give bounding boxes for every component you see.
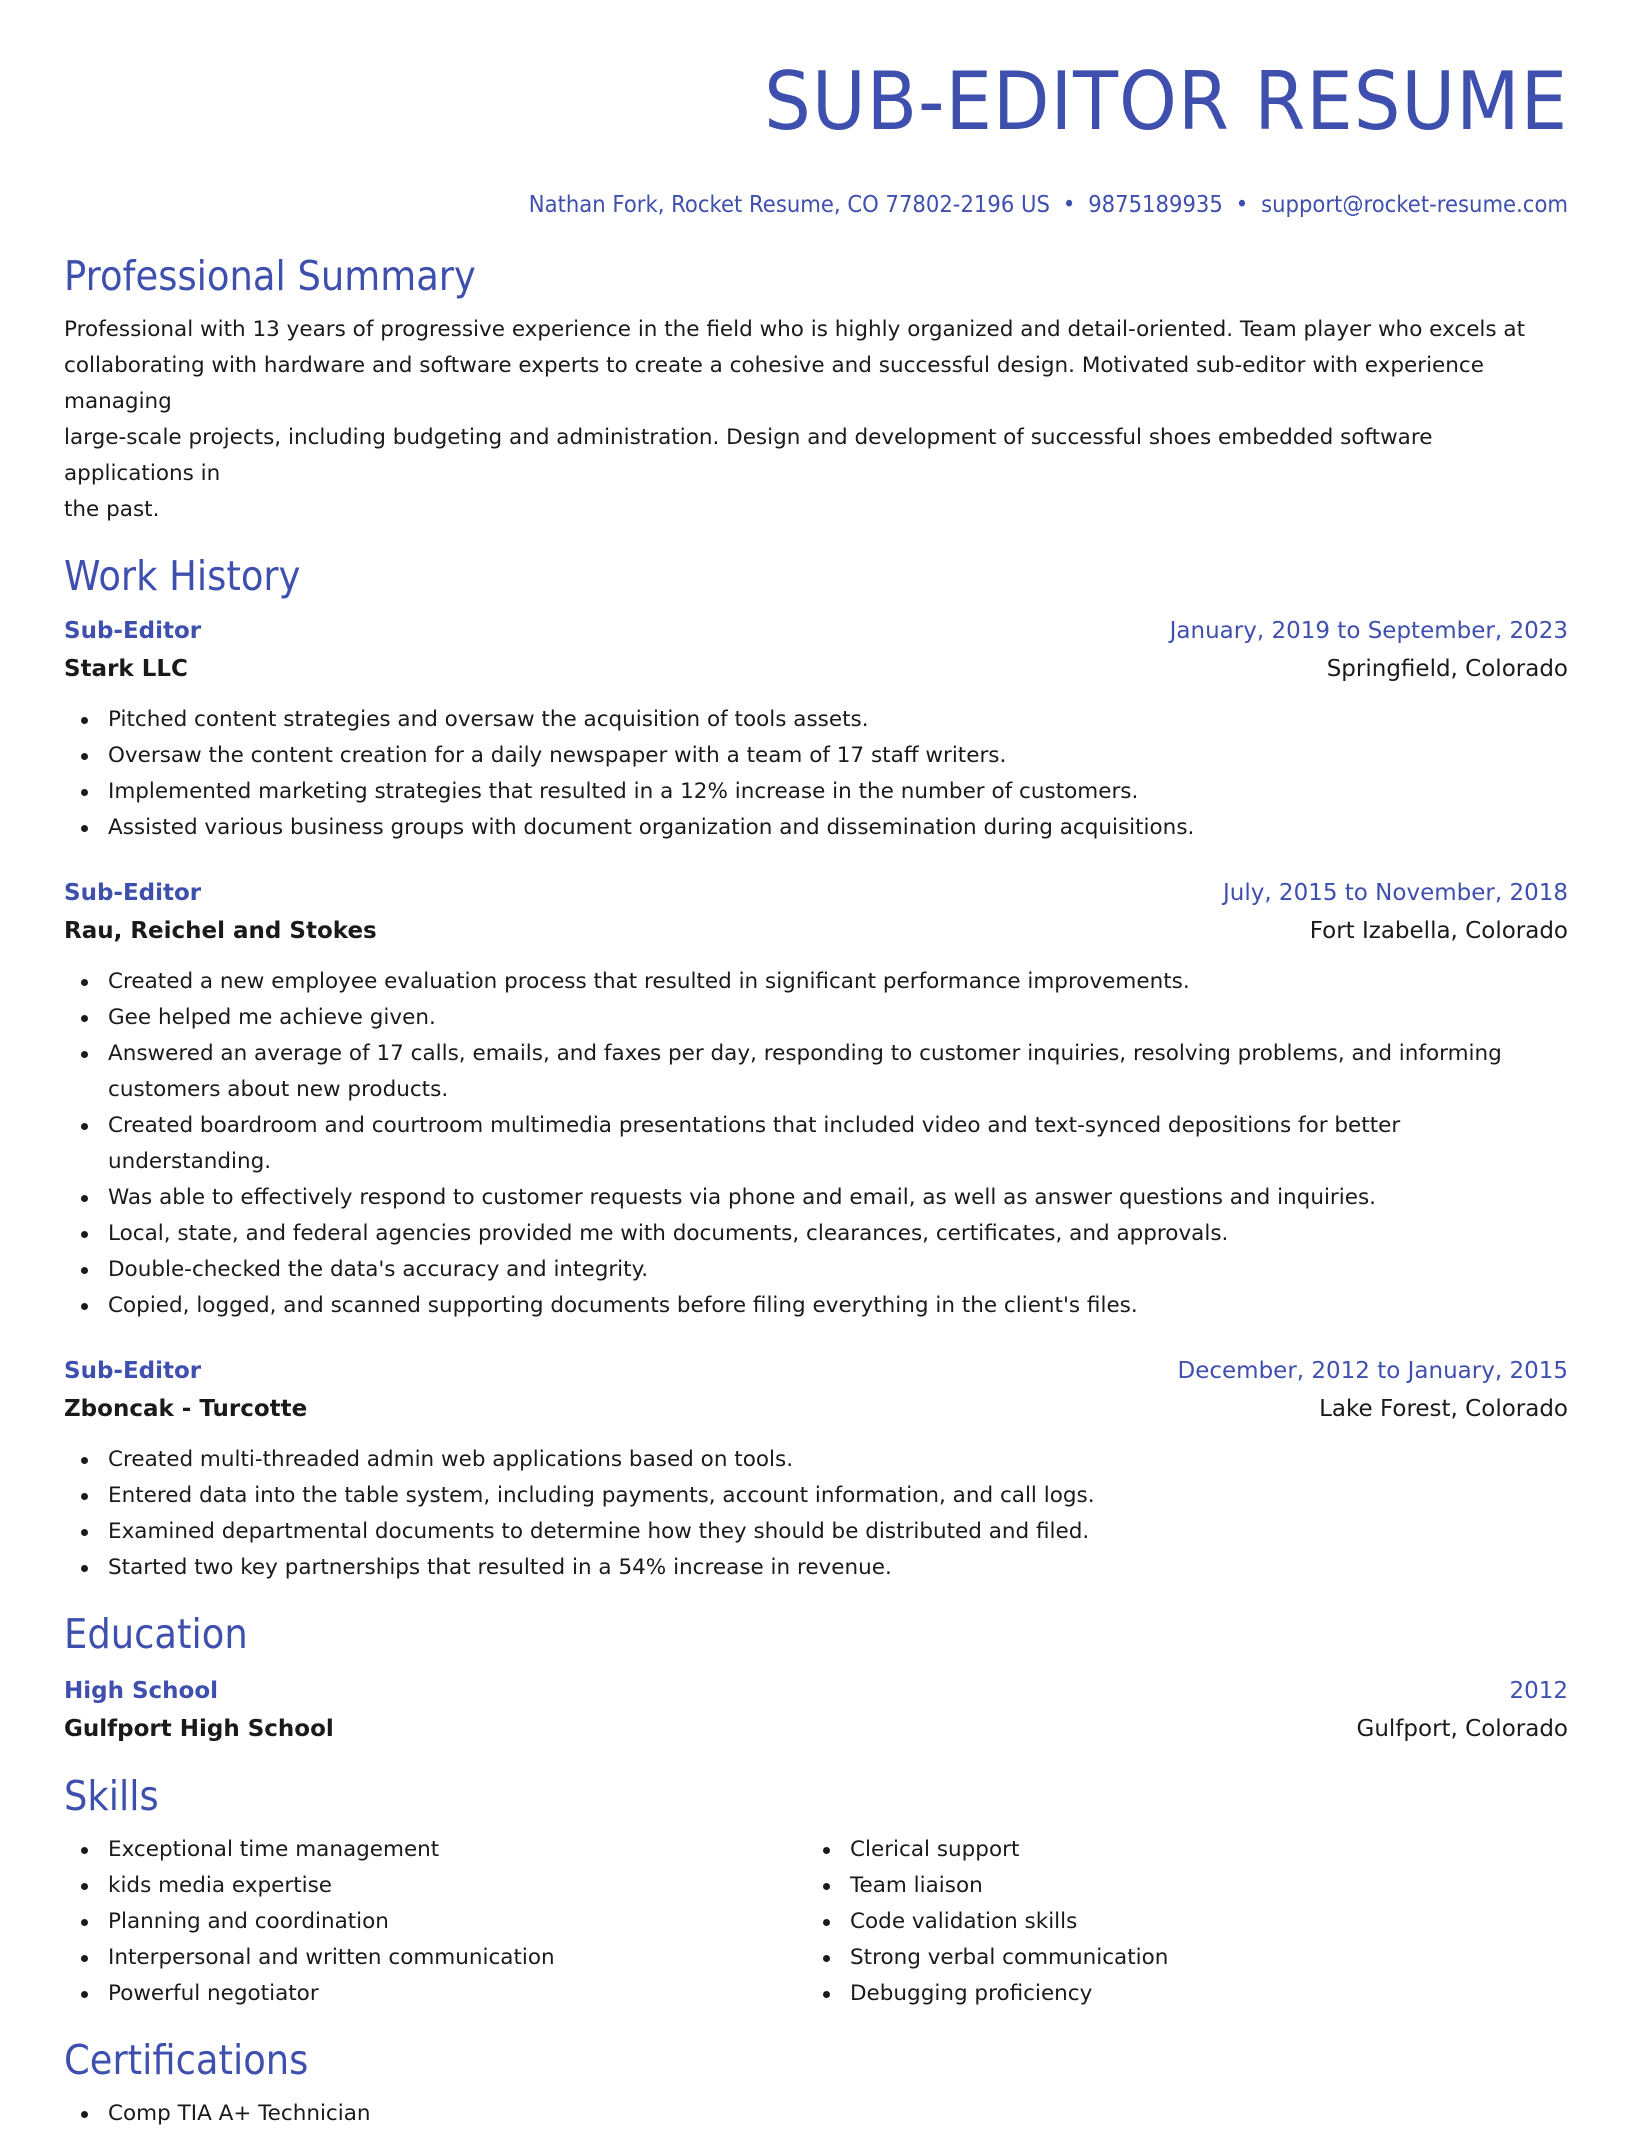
job-bullet: Entered data into the table system, including payments, account information, and call logs.: [108, 1478, 1568, 1514]
job-bullet: Implemented marketing strategies that resulted in a 12% increase in the number of customers.: [108, 774, 1568, 810]
job-bullet: Gee helped me achieve given.: [108, 1000, 1568, 1036]
job-title: Sub-Editor: [64, 880, 202, 906]
contact-line: [184, 190, 1568, 220]
job-company-row: [64, 912, 1568, 950]
skills-section: [64, 1770, 1568, 2012]
job-bullet: Was able to effectively respond to customer requests via phone and email, as well as answer questions and inquiries.: [108, 1180, 1568, 1216]
job-company: Zboncak - Turcotte: [64, 1396, 308, 1422]
job-bullet: Local, state, and federal agencies provided me with documents, clearances, certificates, and approvals.: [108, 1216, 1568, 1252]
job-bullet: Pitched content strategies and oversaw the acquisition of tools assets.: [108, 702, 1568, 738]
job-bullet: Double-checked the data's accuracy and integrity.: [108, 1252, 1568, 1288]
education-location: Gulfport, Colorado: [1356, 1716, 1568, 1742]
skills-list-right: [806, 1832, 1548, 2012]
job-location: Fort Izabella, Colorado: [1309, 918, 1568, 944]
job-title: Sub-Editor: [64, 1358, 202, 1384]
skill-item: Strong verbal communication: [850, 1940, 1548, 1976]
section-heading-summary: Professional Summary: [64, 252, 476, 300]
job-company-row: [64, 1390, 1568, 1428]
summary-line: collaborating with hardware and software experts to create a cohesive and successful design. Motivated sub-editor with experience managing: [64, 353, 1484, 414]
education-year: 2012: [1509, 1678, 1568, 1704]
job-location: Springfield, Colorado: [1326, 656, 1568, 682]
job-bullet: Answered an average of 17 calls, emails, and faxes per day, responding to customer inquiries, resolving problems, and informing customers about new products.: [108, 1036, 1568, 1108]
resume-title: SUB-EDITOR RESUME: [764, 55, 1568, 148]
skills-column-left: [64, 1832, 806, 2012]
contact-separator: •: [1235, 192, 1249, 218]
section-heading-certifications: Certifications: [64, 2036, 309, 2084]
skill-item: Interpersonal and written communication: [108, 1940, 806, 1976]
skills-columns: [64, 1832, 1568, 2012]
summary-line: Professional with 13 years of progressive experience in the field who is highly organized and detail-oriented. Team player who excels at: [64, 317, 1526, 342]
education-entry: [64, 1672, 1568, 1748]
certification-item: Comp TIA A+ Technician: [108, 2096, 1568, 2132]
job-dates: January, 2019 to September, 2023: [1169, 618, 1568, 644]
education-degree: High School: [64, 1678, 219, 1704]
contact-email: support@rocket-resume.com: [1261, 192, 1568, 218]
summary-section: [64, 250, 1568, 528]
skill-item: Planning and coordination: [108, 1904, 806, 1940]
job-entry: [64, 874, 1568, 1324]
skill-item: Powerful negotiator: [108, 1976, 806, 2012]
section-heading-education: Education: [64, 1610, 248, 1658]
job-dates: December, 2012 to January, 2015: [1177, 1358, 1568, 1384]
skills-column-right: [806, 1832, 1548, 2012]
certifications-list: [64, 2096, 1568, 2132]
job-company: Stark LLC: [64, 656, 188, 682]
job-bullet-list: [64, 702, 1568, 846]
job-entry: [64, 1352, 1568, 1586]
section-heading-skills: Skills: [64, 1772, 159, 1820]
skill-item: Clerical support: [850, 1832, 1548, 1868]
skill-item: Exceptional time management: [108, 1832, 806, 1868]
education-school-row: [64, 1710, 1568, 1748]
skill-item: Debugging proficiency: [850, 1976, 1548, 2012]
skill-item: Code validation skills: [850, 1904, 1548, 1940]
section-heading-work-history: Work History: [64, 552, 301, 600]
contact-address: Nathan Fork, Rocket Resume, CO 77802-2196 US: [528, 192, 1050, 218]
work-history-section: [64, 550, 1568, 1586]
contact-phone: 9875189935: [1088, 192, 1223, 218]
job-bullet: Assisted various business groups with document organization and dissemination during acquisitions.: [108, 810, 1568, 846]
job-bullet: Oversaw the content creation for a daily newspaper with a team of 17 staff writers.: [108, 738, 1568, 774]
education-section: [64, 1608, 1568, 1748]
job-location: Lake Forest, Colorado: [1319, 1396, 1568, 1422]
job-bullet: Examined departmental documents to determine how they should be distributed and filed.: [108, 1514, 1568, 1550]
contact-separator: •: [1062, 192, 1076, 218]
job-dates: July, 2015 to November, 2018: [1222, 880, 1568, 906]
resume-page: [64, 0, 1568, 2132]
job-bullet: Created a new employee evaluation process that resulted in significant performance improvements.: [108, 964, 1568, 1000]
job-company: Rau, Reichel and Stokes: [64, 918, 377, 944]
skill-item: Team liaison: [850, 1868, 1548, 1904]
job-header-row: [64, 1352, 1568, 1390]
summary-paragraph: [64, 312, 1568, 528]
education-school: Gulfport High School: [64, 1716, 334, 1742]
job-title: Sub-Editor: [64, 618, 202, 644]
job-bullet: Started two key partnerships that resulted in a 54% increase in revenue.: [108, 1550, 1568, 1586]
job-header-row: [64, 874, 1568, 912]
job-bullet-list: [64, 1442, 1568, 1586]
summary-line: large-scale projects, including budgeting and administration. Design and development of successful shoes embedded software applications in: [64, 425, 1433, 486]
education-header-row: [64, 1672, 1568, 1710]
skills-list-left: [64, 1832, 806, 2012]
skill-item: kids media expertise: [108, 1868, 806, 1904]
job-bullet: Copied, logged, and scanned supporting documents before filing everything in the client's files.: [108, 1288, 1568, 1324]
summary-line: the past.: [64, 497, 160, 522]
job-bullet: Created boardroom and courtroom multimedia presentations that included video and text-synced depositions for better understanding.: [108, 1108, 1568, 1180]
job-company-row: [64, 650, 1568, 688]
job-bullet-list: [64, 964, 1568, 1324]
certifications-section: [64, 2034, 1568, 2132]
job-bullet: Created multi-threaded admin web applications based on tools.: [108, 1442, 1568, 1478]
job-header-row: [64, 612, 1568, 650]
job-entry: [64, 612, 1568, 846]
